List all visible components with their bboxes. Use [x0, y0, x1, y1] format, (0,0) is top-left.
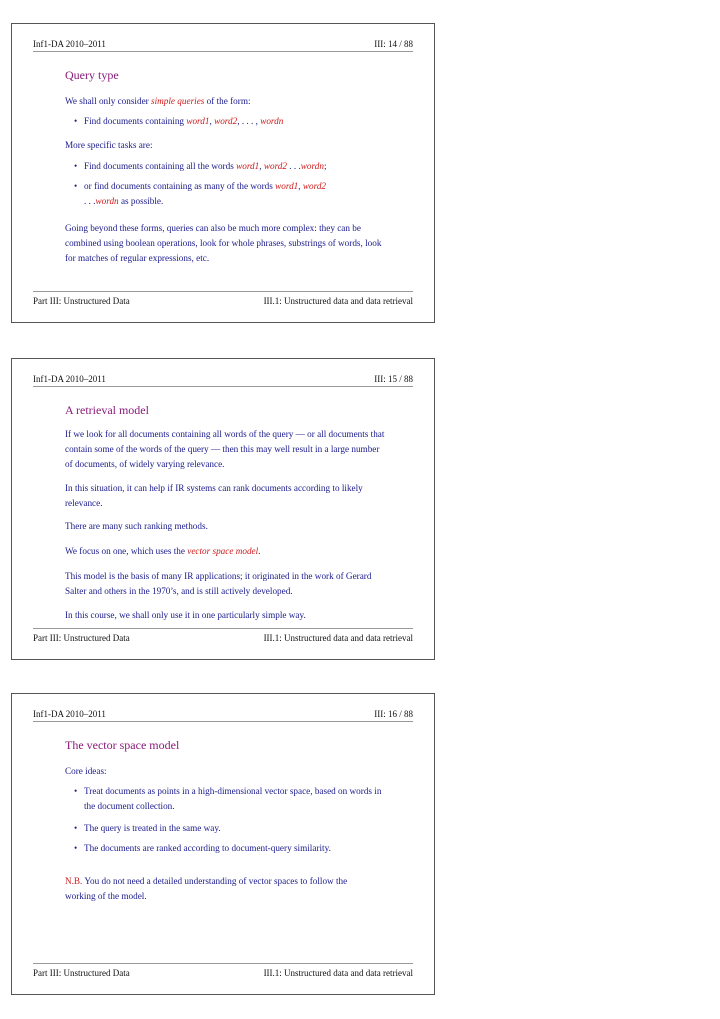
- bullet-item: • Treat documents as points in a high-dimensional vector space, based on words in the document collection.: [74, 786, 382, 811]
- slide-header: [33, 39, 413, 52]
- paragraph: There are many such ranking methods.: [65, 521, 208, 531]
- page-number: III: 14 / 88: [374, 39, 413, 49]
- bullet-item: • Find documents containing word1, word2, . . . , wordn: [74, 114, 404, 129]
- footer-section: III.1: Unstructured data and data retrieval: [263, 633, 413, 643]
- footer-section: III.1: Unstructured data and data retrieval: [263, 968, 413, 978]
- slide-14: [11, 23, 435, 323]
- paragraph: We shall only consider simple queries of the form:: [65, 96, 251, 106]
- slide-15: [11, 358, 435, 660]
- course-label: Inf1-DA 2010–2011: [33, 39, 106, 49]
- bullet-icon: •: [74, 786, 78, 796]
- footer-part: Part III: Unstructured Data: [33, 296, 130, 306]
- course-label: Inf1-DA 2010–2011: [33, 374, 106, 384]
- bullet-item: • or find documents containing as many of the words word1, word2 . . .wordn as possible.: [74, 181, 327, 206]
- paragraph: In this situation, it can help if IR systems can rank documents according to likely relevance.: [65, 483, 363, 508]
- slide-title: A retrieval model: [65, 403, 149, 417]
- paragraph: More specific tasks are:: [65, 140, 153, 150]
- slide-footer: [33, 963, 413, 980]
- bullet-item: • The documents are ranked according to document-query similarity.: [74, 841, 404, 856]
- slide-footer: [33, 291, 413, 308]
- bullet-icon: •: [74, 161, 78, 171]
- paragraph: If we look for all documents containing all words of the query — or all documents that contain some of the words of the query — then this may well result in a large number of documents, of widely varying relevance.: [65, 429, 385, 469]
- slide-16: [11, 693, 435, 995]
- bullet-icon: •: [74, 116, 78, 126]
- paragraph: Going beyond these forms, queries can also be much more complex: they can be combined using boolean operations, look for whole phrases, substrings of words, look for matches of regular expressions, etc.: [65, 223, 382, 263]
- page-number: III: 16 / 88: [374, 709, 413, 719]
- bullet-item: • The query is treated in the same way.: [74, 821, 404, 836]
- slide-header: [33, 374, 413, 387]
- slide-footer: [33, 628, 413, 645]
- footer-part: Part III: Unstructured Data: [33, 633, 130, 643]
- bullet-icon: •: [74, 181, 78, 191]
- bullet-icon: •: [74, 823, 78, 833]
- course-label: Inf1-DA 2010–2011: [33, 709, 106, 719]
- paragraph: Core ideas:: [65, 766, 107, 776]
- footer-part: Part III: Unstructured Data: [33, 968, 130, 978]
- paragraph: This model is the basis of many IR applications; it originated in the work of Gerard Salter and others in the 1970’s, and is still actively developed.: [65, 571, 372, 596]
- paragraph: In this course, we shall only use it in one particularly simple way.: [65, 610, 306, 620]
- paragraph: We focus on one, which uses the vector space model.: [65, 546, 261, 556]
- page-number: III: 15 / 88: [374, 374, 413, 384]
- bullet-icon: •: [74, 843, 78, 853]
- slide-header: [33, 709, 413, 722]
- slide-title: Query type: [65, 68, 119, 82]
- footer-section: III.1: Unstructured data and data retrieval: [263, 296, 413, 306]
- bullet-item: • Find documents containing all the words word1, word2 . . .wordn;: [74, 159, 404, 174]
- paragraph: N.B. You do not need a detailed understanding of vector spaces to follow the working of the model.: [65, 876, 348, 901]
- slide-title: The vector space model: [65, 738, 180, 752]
